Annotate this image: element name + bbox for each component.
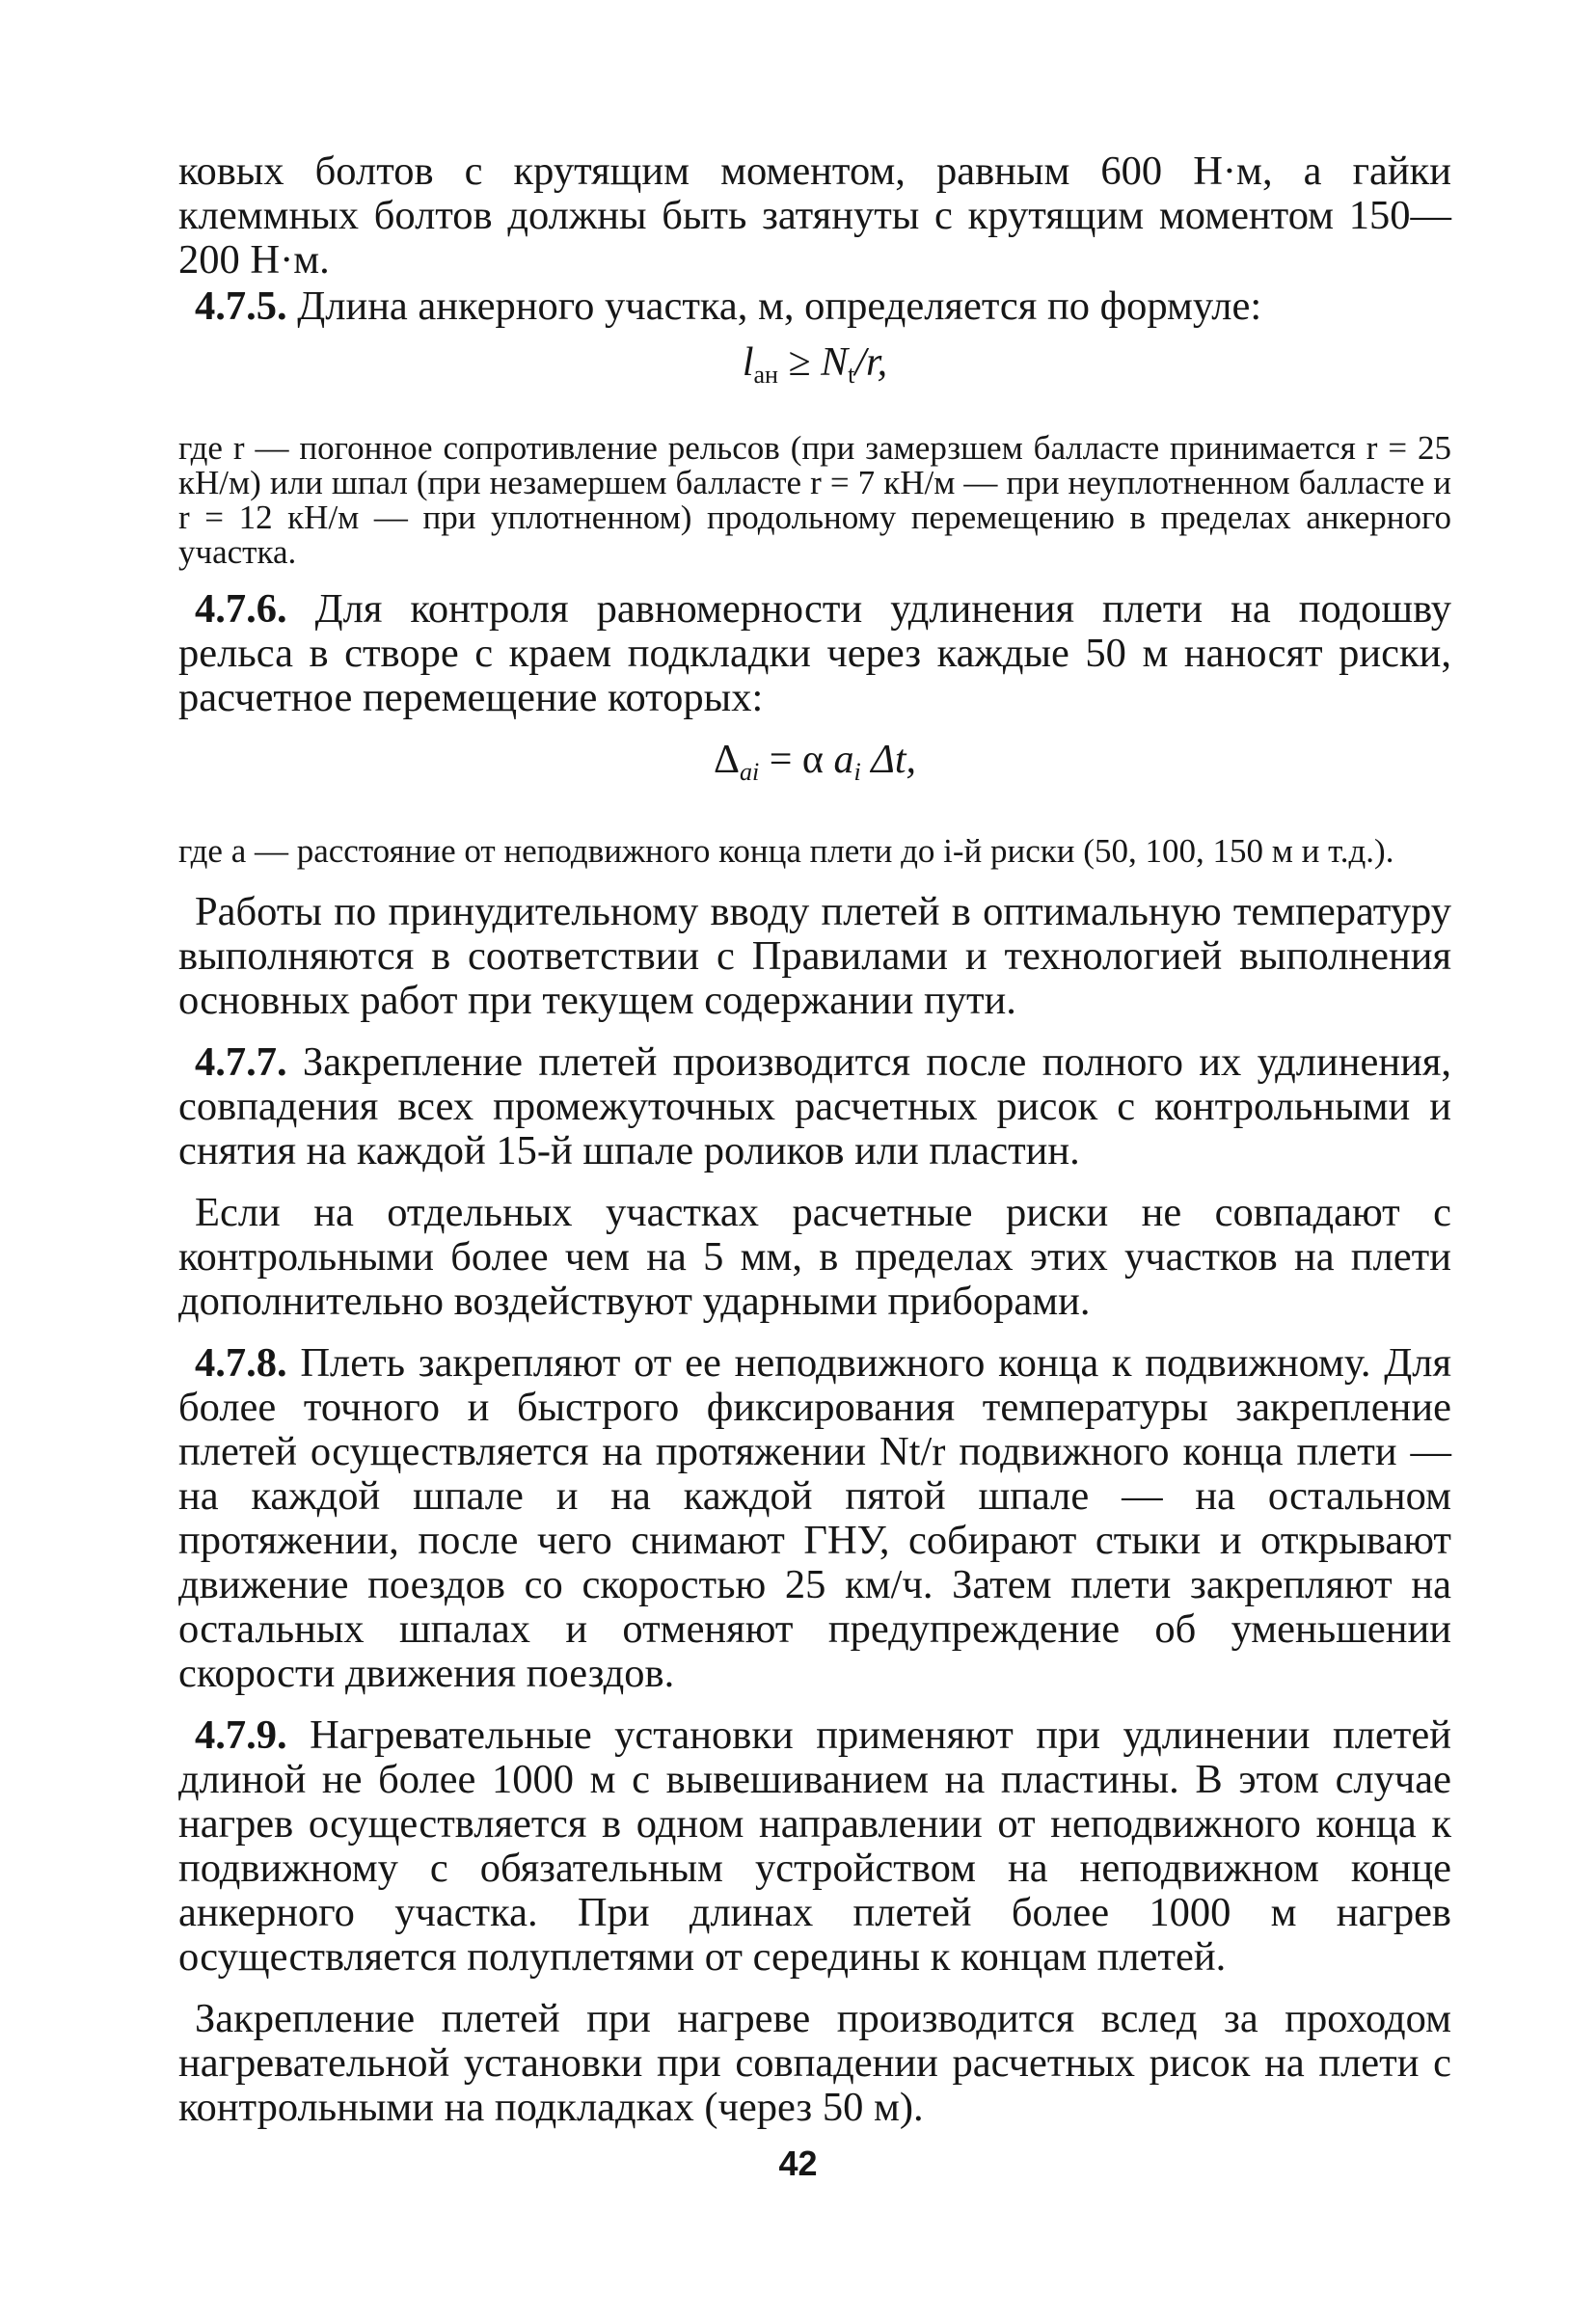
formula-delta: Δ [713, 738, 740, 782]
page-text [178, 149, 1451, 2130]
section-4-7-5 [178, 284, 1451, 329]
formula-n: N [821, 340, 849, 385]
formula-relation: ≥ [778, 340, 822, 385]
section-text: Закрепление плетей производится после полного их удлинения, совпадения всех промежуточных расчетных рисок с контрольными и снятия на каждой 15-й шпале роликов или пластин. [178, 1039, 1451, 1173]
formula-delta-sub: ai [740, 757, 760, 786]
section-text: Длина анкерного участка, м, определяется по формуле: [286, 283, 1262, 329]
section-4-7-9 [178, 1713, 1451, 1980]
paragraph-fastening-heating: Закрепление плетей при нагреве производится вслед за проходом нагревательной установки при совпадении расчетных рисок на плети с контрольными на подкладках (через 50 м). [178, 1996, 1451, 2130]
section-text: Нагревательные установки применяют при удлинении плетей длиной не более 1000 м с вывешиванием на пластины. В этом случае нагрев осуществляется в одном направлении от неподвижного конца к подвижному с обязательным устройством на неподвижном конце анкерного участка. При длинах плетей более 1000 м нагрев осуществляется полуплетями от середины к концам плетей. [178, 1712, 1451, 1980]
formula-row-1 [178, 329, 1451, 400]
formula-n-sub: t [848, 360, 855, 389]
section-text: Для контроля равномерности удлинения плети на подошву рельса в створе с краем подкладки через каждые 50 м наносят риски, расчетное перемещение которых: [178, 586, 1451, 720]
section-number: 4.7.6. [195, 586, 287, 632]
formula-a-sub: i [853, 757, 861, 786]
section-4-7-6 [178, 587, 1451, 720]
formula-row-2 [178, 720, 1451, 803]
section-number: 4.7.8. [195, 1340, 287, 1386]
section-number: 4.7.7. [195, 1039, 287, 1085]
formula-eq: = α [759, 738, 834, 782]
paragraph-forced-input: Работы по принудительному вводу плетей в оптимальную температуру выполняются в соответствии с Правилами и технологией выполнения основных работ при текущем содержании пути. [178, 889, 1451, 1023]
formula-a: a [833, 738, 854, 782]
section-4-7-7 [178, 1040, 1451, 1173]
note-distance: где a — расстояние от неподвижного конца плети до i-й риски (50, 100, 150 м и т.д.). [178, 832, 1394, 870]
note-resistance: где r — погонное сопротивление рельсов (при замерзшем балласте принимается r = 25 кН/м) или шпал (при незамершем балласте r = 7 кН/м — при неуплотненном балласте и r = 12 кН/м — при уплотненном) продольному перемещению в пределах анкерного участка. [178, 429, 1451, 571]
formula-displacement [178, 738, 1451, 786]
page-number: 42 [778, 2144, 818, 2183]
formula-rest: /r, [854, 340, 888, 385]
section-4-7-8 [178, 1341, 1451, 1696]
section-number: 4.7.5. [195, 283, 287, 329]
paragraph-continuation: ковых болтов с крутящим моментом, равным 600 Н·м, а гайки клеммных болтов должны быть затянуты с крутящим моментом 150—200 Н·м. [178, 148, 1451, 283]
section-number: 4.7.9. [195, 1712, 287, 1758]
formula-lhs: l [742, 340, 754, 385]
paragraph-mismatch: Если на отдельных участках расчетные риски не совпадают с контрольными более чем на 5 мм, в пределах этих участков на плети дополнительно воздействуют ударными приборами. [178, 1190, 1451, 1324]
formula-anchor-length [178, 340, 1451, 389]
formula-lhs-sub: ан [753, 360, 778, 389]
section-text: Плеть закрепляют от ее неподвижного конца к подвижному. Для более точного и быстрого фиксирования температуры закрепление плетей осуществляется на протяжении Nt/r подвижного конца плети — на каждой шпале и на каждой пятой шпале — на остальном протяжении, после чего снимают ГНУ, собирают стыки и открывают движение поездов со скоростью 25 км/ч. Затем плети закрепляют на остальных шпалах и отменяют предупреждение об уменьшении скорости движения поездов. [178, 1340, 1451, 1696]
formula-rest: Δt, [860, 738, 917, 782]
